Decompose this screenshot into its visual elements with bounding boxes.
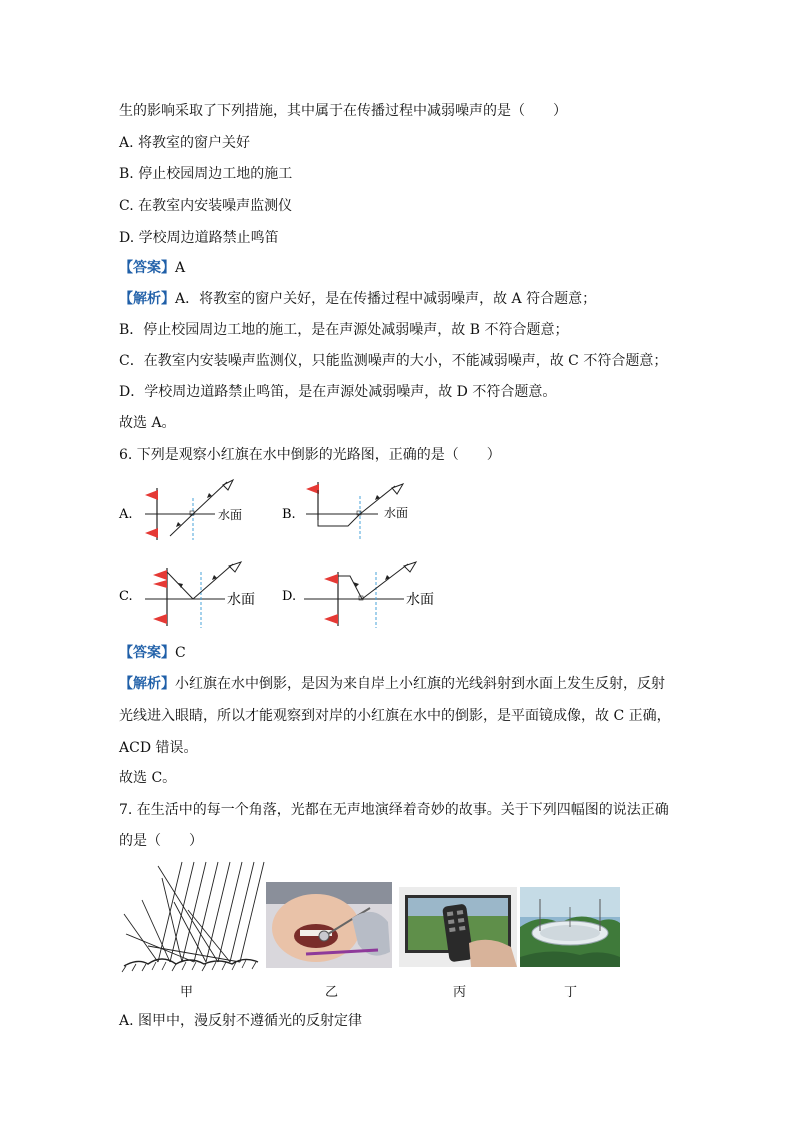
q7-image-jia-diffuse-reflection	[118, 858, 266, 973]
diagram-label-c: C.	[119, 589, 133, 604]
q5-conclusion: 故选 A。	[119, 415, 176, 431]
diagram-label-a: A.	[119, 507, 133, 522]
q5-option-a: A. 将教室的窗户关好	[119, 135, 251, 151]
q5-option-c: C. 在教室内安装噪声监测仪	[119, 198, 293, 214]
analysis-text: A．将教室的窗户关好，是在传播过程中减弱噪声，故 A 符合题意；	[175, 291, 597, 307]
water-label-c: 水面	[227, 592, 255, 608]
q5-analysis-line-1	[119, 289, 596, 309]
q5-stem: 生的影响采取了下列措施，其中属于在传播过程中减弱噪声的是（ ）	[119, 103, 567, 119]
caption-jia: 甲	[180, 985, 194, 1000]
q7-option-a: A. 图甲中，漫反射不遵循光的反射定律	[119, 1013, 363, 1029]
water-label-d: 水面	[406, 592, 434, 608]
analysis-tag: 【解析】	[119, 291, 175, 307]
diagram-label-d: D.	[282, 589, 297, 604]
q6-diagram-b	[280, 476, 420, 546]
caption-bing: 丙	[453, 985, 467, 1000]
q6-diagram-a	[115, 476, 255, 546]
answer-value: A	[175, 260, 186, 276]
q7-image-ding-radio-telescope	[520, 887, 620, 967]
q5-analysis-line-4: D．学校周边道路禁止鸣笛，是在声源处减弱噪声，故 D 不符合题意。	[119, 384, 557, 400]
q6-conclusion: 故选 C。	[119, 770, 177, 786]
q7-stem-line-2: 的是（ ）	[119, 833, 203, 849]
q5-option-d: D. 学校周边道路禁止鸣笛	[119, 230, 279, 246]
water-label-a: 水面	[218, 508, 243, 522]
q6-diagram-d	[280, 556, 450, 632]
answer-tag: 【答案】	[119, 645, 175, 661]
q6-analysis-line-2: 光线进入眼睛，所以才能观察到对岸的小红旗在水中的倒影，是平面镜成像，故 C 正确，	[119, 708, 671, 724]
q7-stem-line-1: 7. 在生活中的每一个角落，光都在无声地演绎着奇妙的故事。关于下列四幅图的说法正确	[119, 802, 669, 818]
q6-diagram-c	[115, 556, 275, 632]
q6-analysis-line-3: ACD 错误。	[119, 740, 198, 756]
q6-analysis-line-1	[119, 674, 665, 694]
answer-tag: 【答案】	[119, 260, 175, 276]
caption-yi: 乙	[325, 985, 339, 1000]
analysis-tag: 【解析】	[119, 676, 175, 692]
q5-option-b: B. 停止校园周边工地的施工	[119, 166, 293, 182]
q6-stem: 6. 下列是观察小红旗在水中倒影的光路图，正确的是（ ）	[119, 447, 501, 463]
analysis-text: 小红旗在水中倒影，是因为来自岸上小红旗的光线斜射到水面上发生反射，反射	[175, 676, 665, 692]
q7-image-bing-remote-control	[399, 887, 517, 967]
caption-ding: 丁	[564, 985, 578, 1000]
q6-answer	[119, 643, 186, 663]
q5-answer	[119, 258, 185, 278]
diagram-label-b: B.	[282, 507, 296, 522]
answer-value: C	[175, 645, 186, 661]
q5-analysis-line-2: B．停止校园周边工地的施工，是在声源处减弱噪声，故 B 不符合题意；	[119, 322, 569, 338]
water-label-b: 水面	[384, 506, 409, 520]
q5-analysis-line-3: C．在教室内安装噪声监测仪，只能监测噪声的大小，不能减弱噪声，故 C 不符合题意；	[119, 353, 668, 369]
q7-image-yi-dental-mirror	[266, 882, 392, 968]
